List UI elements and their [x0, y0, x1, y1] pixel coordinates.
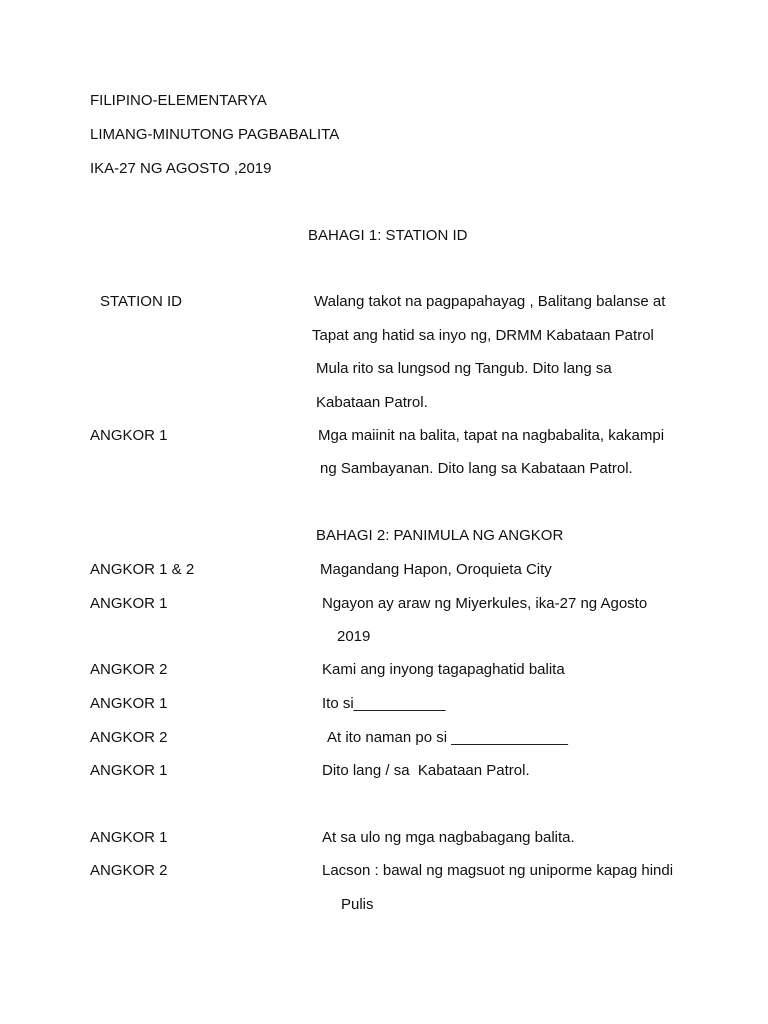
script-line: ng Sambayanan. Dito lang sa Kabataan Patrol.: [320, 460, 633, 477]
script-line: Magandang Hapon, Oroquieta City: [320, 561, 552, 578]
script-line: Kami ang inyong tagapaghatid balita: [322, 661, 565, 678]
script-line: Dito lang / sa Kabataan Patrol.: [322, 762, 530, 779]
script-line: Kabataan Patrol.: [316, 394, 428, 411]
speaker-label: ANGKOR 2: [90, 862, 168, 879]
speaker-label: ANGKOR 1: [90, 427, 168, 444]
script-line: At sa ulo ng mga nagbabagang balita.: [322, 829, 575, 846]
program-title: LIMANG-MINUTONG PAGBABALITA: [90, 126, 340, 143]
speaker-label: ANGKOR 2: [90, 729, 168, 746]
script-line: Ngayon ay araw ng Miyerkules, ika-27 ng Agosto: [322, 595, 648, 612]
script-line: At ito naman po si ______________: [327, 729, 569, 746]
script-line: Ito si___________: [322, 695, 446, 712]
script-line: Walang takot na pagpapahayag , Balitang balanse at: [314, 293, 666, 310]
speaker-label: ANGKOR 1: [90, 695, 168, 712]
part1-heading: BAHAGI 1: STATION ID: [308, 227, 468, 244]
speaker-label: ANGKOR 1: [90, 829, 168, 846]
part2-heading: BAHAGI 2: PANIMULA NG ANGKOR: [316, 527, 564, 544]
script-line: Tapat ang hatid sa inyo ng, DRMM Kabataan Patrol: [312, 327, 654, 344]
speaker-label: ANGKOR 1: [90, 595, 168, 612]
date-line: IKA-27 NG AGOSTO ,2019: [90, 160, 272, 177]
script-line: Mga maiinit na balita, tapat na nagbabalita, kakampi: [318, 427, 665, 444]
script-line: Mula rito sa lungsod ng Tangub. Dito lang sa: [316, 360, 612, 377]
script-line: Lacson : bawal ng magsuot ng uniporme kapag hindi: [322, 862, 674, 879]
speaker-label: STATION ID: [100, 293, 182, 310]
script-line: 2019: [337, 628, 371, 645]
script-line: Pulis: [341, 896, 374, 913]
speaker-label: ANGKOR 1 & 2: [90, 561, 195, 578]
speaker-label: ANGKOR 2: [90, 661, 168, 678]
subject-title: FILIPINO-ELEMENTARYA: [90, 92, 267, 109]
speaker-label: ANGKOR 1: [90, 762, 168, 779]
